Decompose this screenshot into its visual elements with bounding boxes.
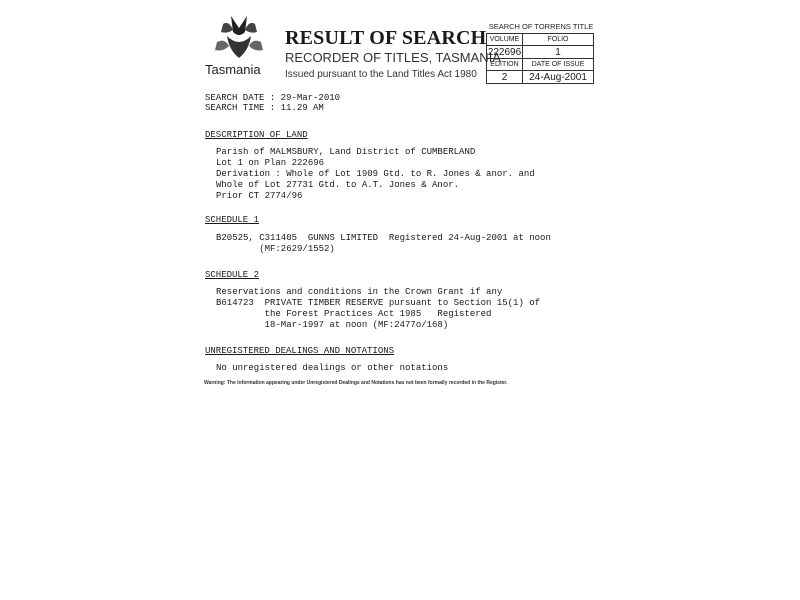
logo-text: Tasmania (205, 62, 261, 77)
description-line: Prior CT 2774/96 (216, 191, 303, 201)
schedule1-line: B20525, C311405 GUNNS LIMITED Registered 24-Aug-2001 at noon (216, 233, 551, 243)
search-date: SEARCH DATE : 29-Mar-2010 (205, 93, 341, 103)
tasmanian-devil-icon (209, 14, 269, 62)
page-subtitle: RECORDER OF TITLES, TASMANIA (285, 50, 501, 65)
date-of-issue-label: DATE OF ISSUE (523, 59, 594, 71)
unregistered-heading: UNREGISTERED DEALINGS AND NOTATIONS (205, 346, 395, 356)
page-title: RESULT OF SEARCH (285, 27, 487, 49)
torrens-box-caption: SEARCH OF TORRENS TITLE (488, 22, 594, 31)
schedule2-heading: SCHEDULE 2 (205, 270, 260, 280)
schedule2-line: Reservations and conditions in the Crown Grant if any (216, 287, 503, 297)
tasmania-logo (205, 14, 275, 84)
description-line: Lot 1 on Plan 222696 (216, 158, 325, 168)
search-time: SEARCH TIME : 11.29 AM (205, 103, 324, 113)
description-line: Whole of Lot 27731 Gtd. to A.T. Jones & Anor. (216, 180, 460, 190)
volume-label: VOLUME (487, 34, 523, 46)
edition-value: 2 (487, 71, 523, 84)
description-line: Derivation : Whole of Lot 1909 Gtd. to R. Jones & anor. and (216, 169, 535, 179)
description-heading: DESCRIPTION OF LAND (205, 130, 308, 140)
folio-label: FOLIO (523, 34, 594, 46)
torrens-title-box (486, 33, 594, 84)
schedule2-line: 18-Mar-1997 at noon (MF:2477o/168) (216, 320, 449, 330)
issued-statement: Issued pursuant to the Land Titles Act 1980 (285, 69, 477, 80)
description-line: Parish of MALMSBURY, Land District of CUMBERLAND (216, 147, 476, 157)
folio-value: 1 (523, 46, 594, 59)
schedule2-line: B614723 PRIVATE TIMBER RESERVE pursuant to Section 15(1) of (216, 298, 541, 308)
volume-value: 222696 (487, 46, 522, 58)
unregistered-line: No unregistered dealings or other notations (216, 363, 449, 373)
schedule1-heading: SCHEDULE 1 (205, 215, 260, 225)
edition-label: EDITION (487, 59, 523, 71)
schedule1-line: (MF:2629/1552) (216, 244, 335, 254)
schedule2-line: the Forest Practices Act 1985 Registered (216, 309, 492, 319)
warning-note: Warning: The information appearing under Unregistered Dealings and Notations has not been formally recorded in the Register. (204, 380, 508, 386)
date-of-issue-value: 24-Aug-2001 (523, 71, 594, 84)
